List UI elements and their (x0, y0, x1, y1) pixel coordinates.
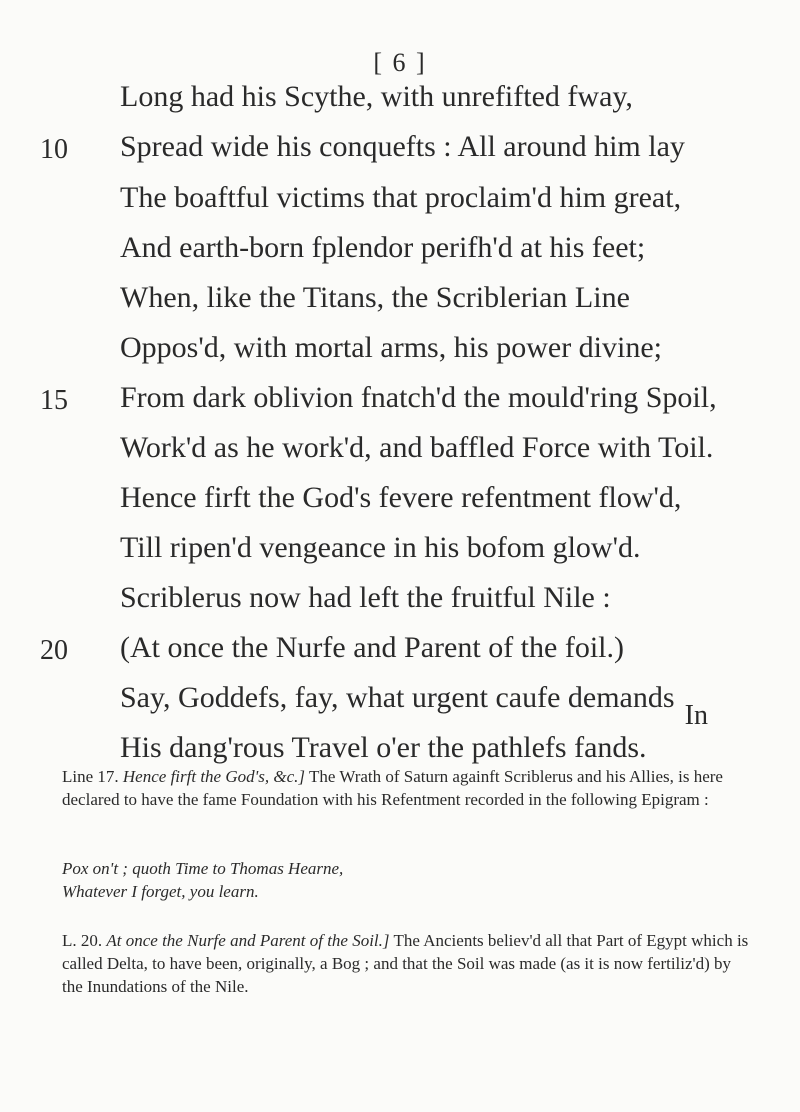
verse-line: And earth-born fplendor perifh'd at his feet; (120, 231, 646, 264)
note-line-17 (62, 765, 752, 811)
verse-line: Work'd as he work'd, and baffled Force with Toil. (120, 431, 714, 464)
verse-line: Oppos'd, with mortal arms, his power divine; (120, 331, 663, 364)
note-lemma: At once the Nurfe and Parent of the Soil.] (106, 931, 390, 950)
page-number: [ 6 ] (373, 48, 427, 77)
verse-line: His dang'rous Travel o'er the pathlefs fands. (120, 731, 647, 764)
note-body: The Ancients believ'd all that Part of Egypt which is called Delta, to have been, originally, a Bog ; and that the Soil was made (as it is now fertiliz'd) by the Inundations of the Nile. (62, 931, 749, 996)
verse-line: Long had his Scythe, with unrefifted fway, (120, 80, 633, 113)
footnotes (62, 765, 752, 998)
note-lemma: Hence firft the God's, &c.] (122, 767, 306, 786)
epigram-line: Whatever I forget, you learn. (62, 882, 259, 901)
verse-line: Till ripen'd vengeance in his bofom glow'd. (120, 531, 641, 564)
line-number: 10 (40, 134, 68, 165)
verse-line: (At once the Nurfe and Parent of the foil.) (120, 631, 624, 664)
verse-line: The boaftful victims that proclaim'd him great, (120, 181, 682, 214)
verse-line: Hence firft the God's fevere refentment flow'd, (120, 481, 682, 514)
epigram-line: Pox on't ; quoth Time to Thomas Hearne, (62, 859, 344, 878)
catchword: In (684, 700, 708, 731)
note-line-20 (62, 929, 752, 998)
line-number: 15 (40, 385, 68, 416)
verse-line: Scriblerus now had left the fruitful Nile : (120, 581, 611, 614)
verse-line: When, like the Titans, the Scriblerian Line (120, 281, 630, 314)
verse-line: Say, Goddefs, fay, what urgent caufe demands (120, 681, 675, 714)
note-body: The Wrath of Saturn againft Scriblerus and his Allies, is here declared to have the fame Foundation with his Refentment recorded in the following Epigram : (62, 767, 723, 809)
note-head: L. 20. (62, 931, 103, 950)
verse-line: Spread wide his conquefts : All around him lay (120, 130, 685, 163)
note-head: Line 17. (62, 767, 119, 786)
verse-line: From dark oblivion fnatch'd the mould'ring Spoil, (120, 381, 717, 414)
line-number: 20 (40, 635, 68, 666)
